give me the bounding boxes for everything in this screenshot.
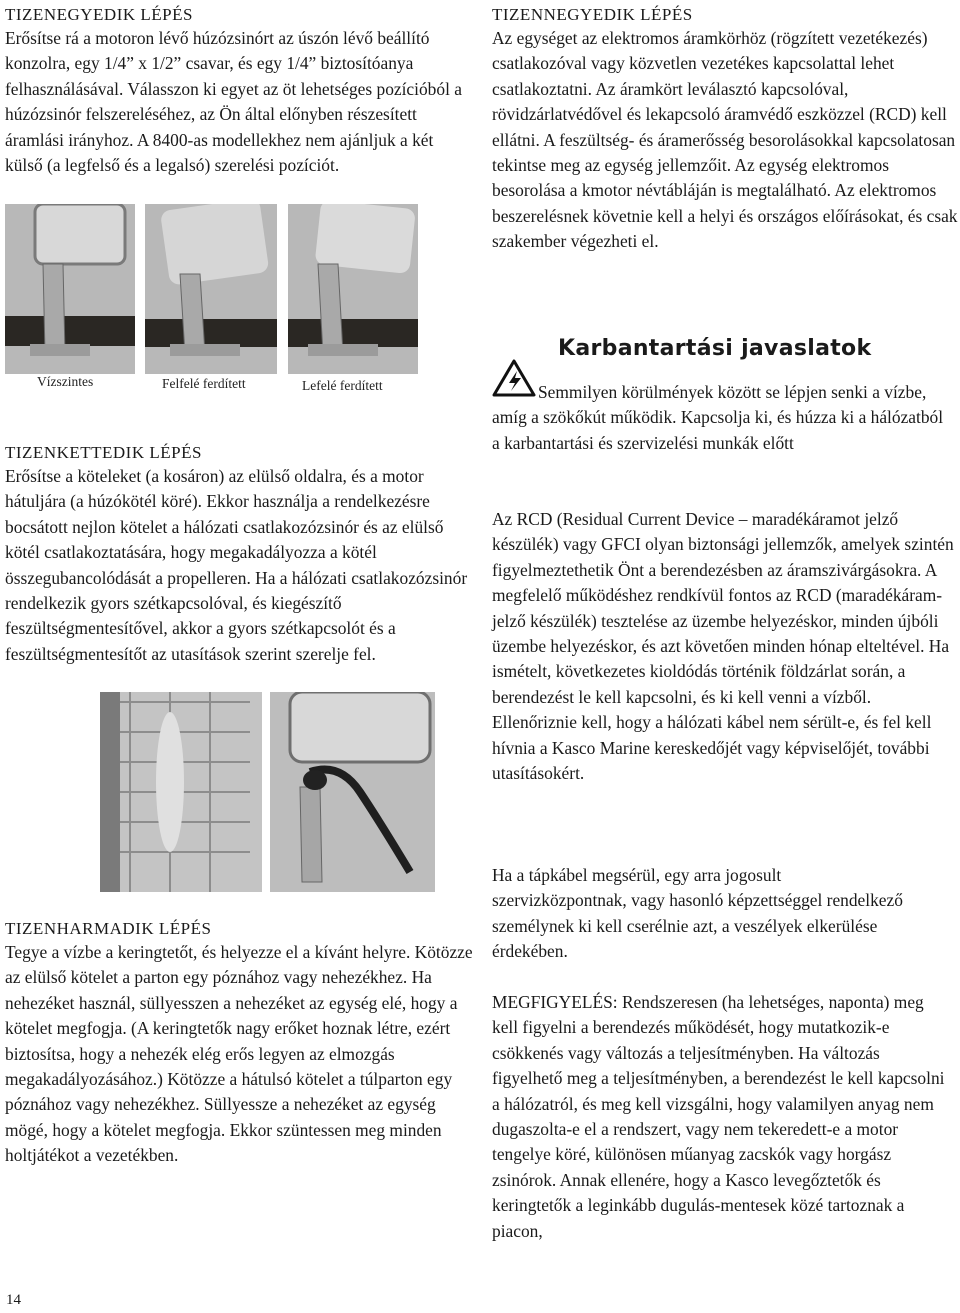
caption-tilted-up: Felfelé ferdített [162,376,246,391]
photo-horizontal [5,204,135,374]
cable-text: Ha a tápkábel megsérül, egy arra jogosult szervizközpontnak, vagy hasonló képzettséggel rendelkező személynek ki kell cserélnie azt, a veszélyek elkerülése érdekében. [492,865,903,962]
step-11-section [5,3,475,178]
photo-motor-rope [270,692,435,892]
step-11-text: Erősítse rá a motoron lévő húzózsinórt az úszón lévő beállító konzolra, egy 1/4” x 1/2” csavar, és egy 1/4” biztosítóanya felhasználásával. Válasszon ki egyet az öt lehetséges pozícióból a húzózsinór felszereléséhez, az Ön által előnyben részesített áramlási irányhoz. A 8400-as modellekhez nem ajánljuk a két külső (a legfelső és a legalsó) szerelési pozíciót. [5,28,462,176]
photo-tilted-up [145,204,277,374]
observation-section [492,990,954,1244]
caption-horizontal: Vízszintes [37,374,94,389]
step-12-section [5,441,475,667]
step-14-heading: TIZENNEGYEDIK LÉPÉS [492,5,693,24]
observation-text: MEGFIGYELÉS: Rendszeresen (ha lehetséges, naponta) meg kell figyelni a berendezés működését, hogy mutatkozik-e csökkenés vagy változás a teljesítményben. Ha változás figyelhető meg a teljesítményben, a berendezést le kell kapcsolni a hálózatról, és meg kell vizsgálni, hogy valamilyen anyag nem dugaszolta-e el a rendszert, vagy nem tekeredett-e a motor tengelye köré, különösen műanyag zacskók vagy horgász zsinórok. Annak ellenére, hogy a Kasco levegőztetők és keringtetők a leginkább dugulás-mentesek közé tartoznak a piacon, [492,992,945,1241]
maintenance-title: Karbantartási javaslatok [558,336,872,361]
step-14-section [492,3,958,255]
page-number: 14 [6,1292,21,1308]
warning-section [492,380,954,456]
step-11-heading: TIZENEGYEDIK LÉPÉS [5,5,193,24]
step-14-text: Az egységet az elektromos áramkörhöz (rögzített vezetékezés) csatlakozóval vagy közvetlen vezetékes kapcsolattal lehet csatlakoztatni. Az áramkört leválasztó kapcsolóval, rövidzárlatvédővel és lekapcsoló áramvédő eszközzel (RCD) kell ellátni. A feszültség- és áramerősség besorolásokkal kapcsolatosan tekintse meg az egység jellemzőit. Az egység elektromos besorolása a kmotor névtábláján is megtalálható. Az elektromos beszerelésnek követnie kell a helyi és országos előírásokat, és csak szakember végezheti el. [492,28,958,252]
step-13-text: Tegye a vízbe a keringtetőt, és helyezze el a kívánt helyre. Kötözze az elülső kötelet a parton egy póznához vagy nehezékhez. Ha nehezéket használ, süllyesszen a nehezéket az egység elé, hogy a kötelet megfogja. (A keringtetők nagy erőket hoznak létre, ezért biztosítsa, hogy a nehezék elég erős legyen az elmozgás megakadályozásához.) Kötözze a hátulsó kötelet a túlparton egy póznához vagy nehezékhez. Süllyessze a nehezéket az egység mögé, hogy a kötelet megfogja. Ekkor szüntessen meg minden holtjátékot a vezetékben. [5,942,473,1166]
step-12-text: Erősítse a köteleket (a kosáron) az elülső oldalra, és a motor hátuljára (a húzókötél köré). Ekkor használja a rendelkezésre bocsátott nejlon kötelet a hálózati csatlakozózsinór és az elülső kötél csatlakoztatására, hogy megakadályozza a kötél összegubancolódását a propelleren. Ha a hálózati csatlakozózsinór rendelkezik gyors szétkapcsolóval, és kiegészítő feszültségmentesítővel, akkor a gyors szétkapcsolót és a feszültségmentesítőt az utasítások szerint szerelje fel. [5,466,468,664]
warning-text: Semmilyen körülmények között se lépjen senki a vízbe, amíg a szökőkút működik. Kapcsolja ki, és húzza ki a hálózatból a karbantartási és szervizelési munkák előtt [492,382,944,453]
photo-basket [100,692,262,892]
rcd-text: Az RCD (Residual Current Device – maradékáramot jelző készülék) vagy GFCI olyan biztonsági jellemzők, amelyek szintén figyelmeztethetik Önt a berendezésben az áramszivárgásokra. A megfelelő működéshez rendkívül fontos az RCD (maradékáram-jelző készülék) tesztelése az üzembe helyezéskor, minden újbóli üzembe helyezéskor, és azt követően minden hónap elteltével. Ha ismételt, következetes kioldódás történik földzárlat során, a berendezést le kell kapcsolni, és ki kell venni a vízből. Ellenőriznie kell, hogy a hálózati kábel nem sérült-e, és fel kell hívnia a Kasco Marine kereskedőjét vagy képviselőjét, további utasításokért. [492,509,954,784]
step-13-section [5,917,475,1169]
rcd-section [492,507,954,786]
step-12-heading: TIZENKETTEDIK LÉPÉS [5,443,202,462]
photo-tilted-down [288,204,418,374]
cable-section [492,863,954,965]
caption-tilted-down: Lefelé ferdített [302,378,383,393]
step-13-heading: TIZENHARMADIK LÉPÉS [5,919,212,938]
